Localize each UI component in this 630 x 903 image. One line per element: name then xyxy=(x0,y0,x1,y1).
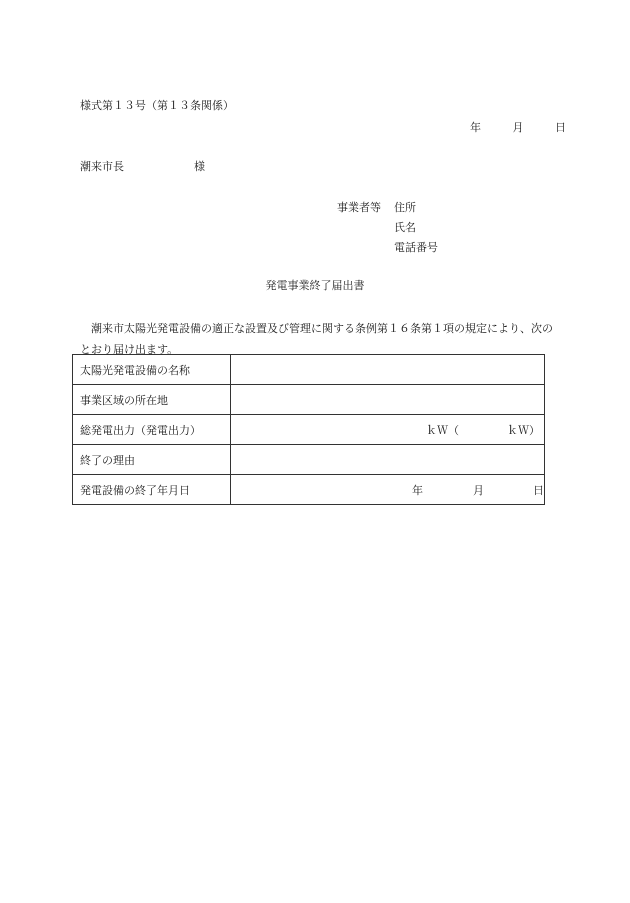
date-month-label: 月 xyxy=(512,121,524,134)
end-date-label: 発電設備の終了年月日 xyxy=(73,475,231,505)
addressee-honorific: 様 xyxy=(194,160,205,173)
name-label: 氏名 xyxy=(394,221,416,234)
table-row xyxy=(73,475,545,505)
facility-name-label: 太陽光発電設備の名称 xyxy=(73,355,231,385)
termination-reason-label: 終了の理由 xyxy=(73,445,231,475)
addressee-name: 潮来市長 xyxy=(80,160,124,173)
end-date-field[interactable] xyxy=(231,475,545,505)
project-location-field[interactable] xyxy=(231,385,545,415)
applicant-block xyxy=(337,198,438,258)
table-row xyxy=(73,385,545,415)
facility-name-field[interactable] xyxy=(231,355,545,385)
total-output-unit: ｋＷ（ xyxy=(426,424,459,437)
addressee xyxy=(80,158,205,174)
body-text: 潮来市太陽光発電設備の適正な設置及び管理に関する条例第１６条第１項の規定により、次のとおり届け出ます。 xyxy=(80,322,553,356)
address-label: 住所 xyxy=(394,201,416,214)
submission-date xyxy=(470,119,566,135)
end-date-month-label: 月 xyxy=(473,484,484,497)
end-date-day-label: 日 xyxy=(533,484,544,497)
table-row xyxy=(73,445,545,475)
form-number: 様式第１３号（第１３条関係） xyxy=(80,99,234,112)
project-location-label: 事業区域の所在地 xyxy=(73,385,231,415)
table-row xyxy=(73,415,545,445)
generation-output-unit: ｋＷ） xyxy=(507,424,540,437)
document-title: 発電事業終了届出書 xyxy=(265,279,365,292)
info-table xyxy=(72,354,545,505)
termination-reason-field[interactable] xyxy=(231,445,545,475)
end-date-year-label: 年 xyxy=(412,484,423,497)
date-day-label: 日 xyxy=(555,121,566,134)
table-row xyxy=(73,355,545,385)
date-year-label: 年 xyxy=(470,121,481,134)
total-output-field[interactable] xyxy=(231,415,545,445)
applicant-label: 事業者等 xyxy=(337,201,381,214)
total-output-label: 総発電出力（発電出力） xyxy=(73,415,231,445)
phone-label: 電話番号 xyxy=(394,241,438,254)
